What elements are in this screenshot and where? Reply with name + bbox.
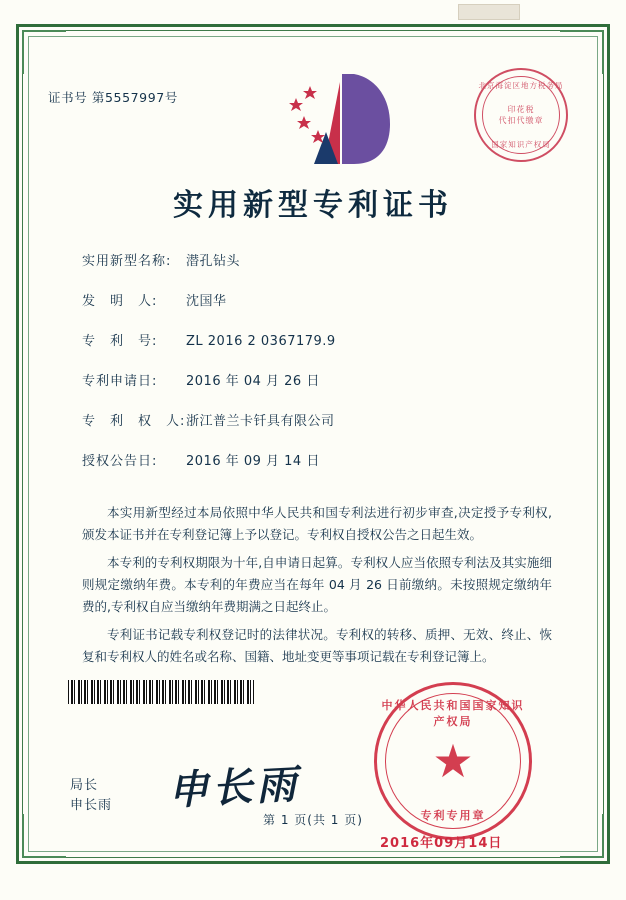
page-number: 第 1 页(共 1 页) bbox=[263, 813, 363, 827]
paragraph: 本专利的专利权期限为十年,自申请日起算。专利权人应当依照专利法及其实施细则规定缴纳年费。本专利的年费应当在每年 04 月 26 日前缴纳。未按照规定缴纳年费的,专利权自应当缴纳年费期满之日起终止。 bbox=[82, 555, 552, 614]
field-value: 浙江普兰卡钎具有限公司 bbox=[186, 414, 335, 429]
field-label: 专 利 权 人: bbox=[82, 414, 186, 429]
handwritten-signature: 申长雨 bbox=[167, 760, 302, 815]
tax-stamp-seal-arc-bottom: 国家知识产权局 bbox=[491, 140, 551, 149]
field-row bbox=[82, 250, 566, 269]
field-label: 专 利 号: bbox=[82, 334, 158, 349]
seal-date: 2016年09月14日 bbox=[380, 836, 503, 851]
paragraph: 本实用新型经过本局依照中华人民共和国专利法进行初步审查,决定授予专利权,颁发本证书并在专利登记簿上予以登记。专利权自授权公告之日起生效。 bbox=[82, 505, 552, 542]
tax-stamp-seal-arc-top: 北京海淀区地方税务局 bbox=[478, 81, 564, 90]
signer-role: 局长 bbox=[70, 778, 99, 793]
scan-artifact bbox=[458, 4, 520, 20]
tax-stamp-seal-center: 印花税 代扣代缴章 bbox=[498, 105, 544, 125]
signer-block bbox=[70, 776, 112, 816]
field-label: 发 明 人: bbox=[82, 294, 158, 309]
barcode bbox=[68, 680, 254, 704]
field-row bbox=[82, 450, 566, 469]
field-label: 专利申请日: bbox=[82, 374, 158, 389]
field-value: 2016 年 04 月 26 日 bbox=[186, 374, 320, 389]
star-icon: ★ bbox=[432, 734, 474, 788]
field-row bbox=[82, 290, 566, 309]
field-value: 沈国华 bbox=[186, 294, 227, 309]
signer-name: 申长雨 bbox=[70, 798, 113, 813]
field-list bbox=[82, 250, 566, 490]
official-patent-seal-arc-top: 中华人民共和国国家知识产权局 bbox=[381, 699, 525, 728]
certificate-number: 证书号 第5557997号 bbox=[48, 90, 178, 105]
field-label: 实用新型名称: bbox=[82, 254, 172, 269]
field-row bbox=[82, 370, 566, 389]
field-row bbox=[82, 330, 566, 349]
field-label: 授权公告日: bbox=[82, 454, 158, 469]
field-row bbox=[82, 410, 566, 429]
legal-text bbox=[82, 502, 552, 674]
tax-stamp-seal bbox=[474, 68, 568, 162]
field-value: 潜孔钻头 bbox=[186, 254, 241, 269]
official-patent-seal-arc-bottom: 专利专用章 bbox=[420, 809, 486, 822]
field-value: ZL 2016 2 0367179.9 bbox=[186, 334, 336, 349]
paragraph: 专利证书记载专利权登记时的法律状况。专利权的转移、质押、无效、终止、恢复和专利权人的姓名或名称、国籍、地址变更等事项记载在专利登记簿上。 bbox=[82, 627, 552, 664]
sipo-logo-icon bbox=[280, 68, 400, 176]
page-title: 实用新型专利证书 bbox=[173, 188, 453, 223]
certificate-content bbox=[40, 50, 586, 851]
field-value: 2016 年 09 月 14 日 bbox=[186, 454, 320, 469]
